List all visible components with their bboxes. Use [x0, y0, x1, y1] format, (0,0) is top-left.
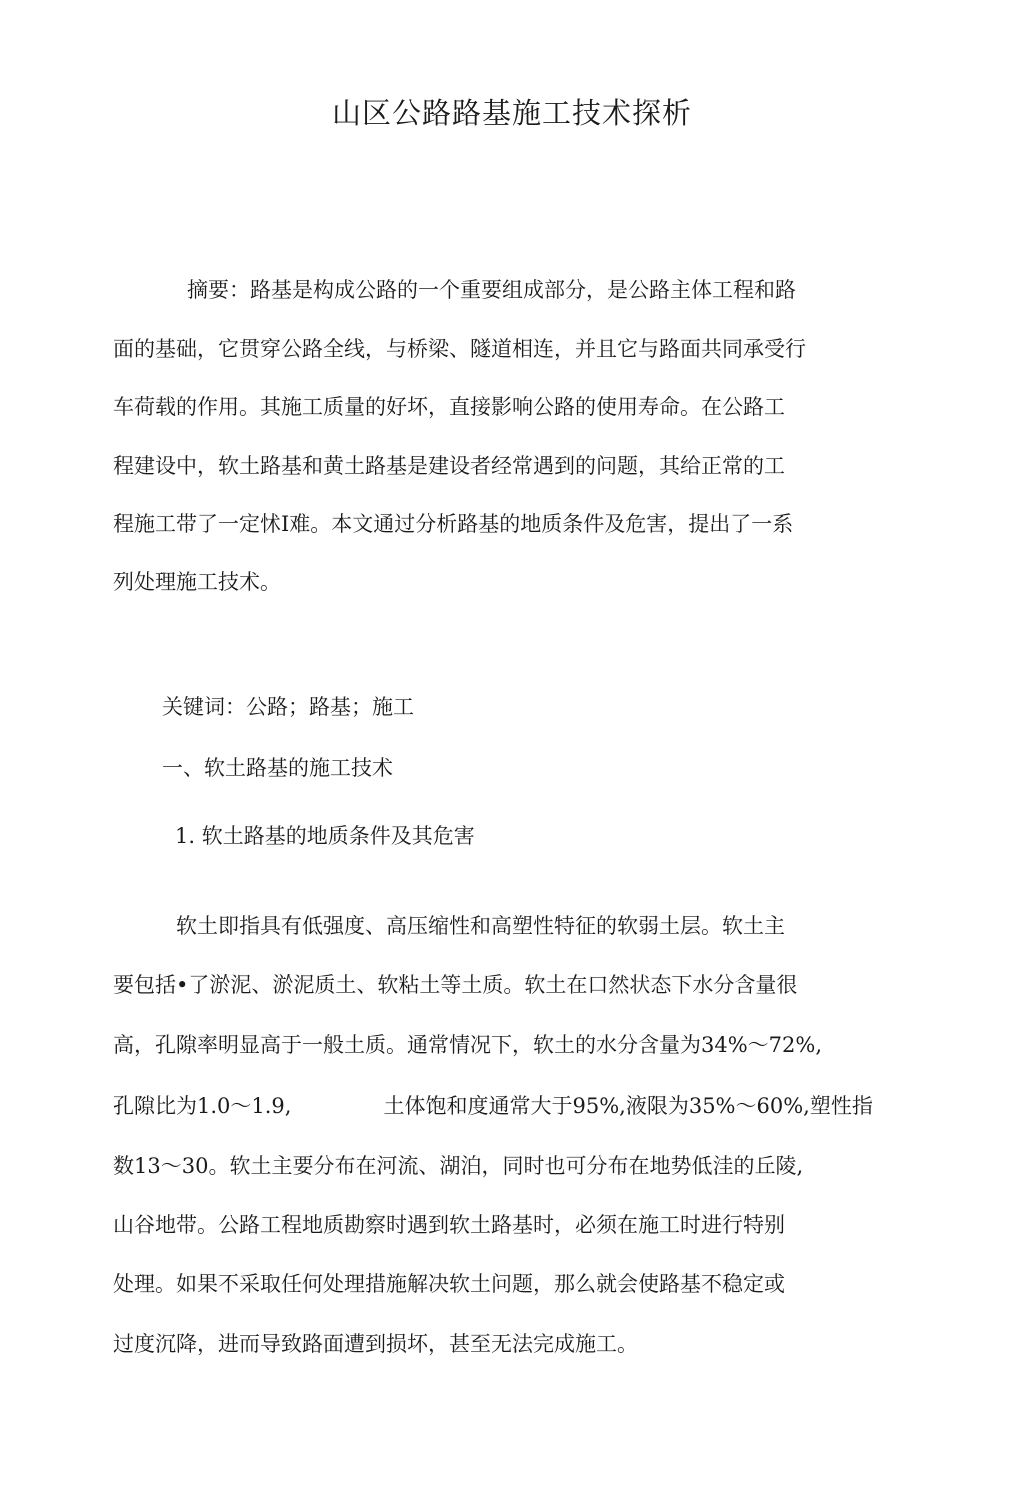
body-line-3: 高，孔隙率明显高于一般土质。通常情况下，软土的水分含量为34%～72%, [113, 1033, 823, 1057]
body-line-7: 处理。如果不采取任何处理措施解决软土问题，那么就会使路基不稳定或 [113, 1272, 785, 1296]
body-line-4-part-a: 孔隙比为1.0～1.9, [113, 1094, 292, 1118]
body-line-5: 数13～30。软土主要分布在河流、湖泊，同时也可分布在地势低洼的丘陵, [113, 1154, 804, 1178]
body-line-8: 过度沉降，进而导致路面遭到损坏，甚至无法完成施工。 [113, 1332, 638, 1356]
subsection-heading: 1. 软土路基的地质条件及其危害 [175, 824, 475, 848]
body-line-1: 软土即指具有低强度、高压缩性和高塑性特征的软弱土层。软土主 [176, 914, 785, 938]
abstract-line-6: 列处理施工技术。 [113, 570, 281, 594]
abstract-line-1: 摘要：路基是构成公路的一个重要组成部分，是公路主体工程和路 [187, 278, 796, 302]
body-line-4-part-b: 土体饱和度通常大于95%,液限为35%～60%,塑性指 [383, 1094, 873, 1118]
page-title: 山区公路路基施工技术探析 [331, 96, 692, 130]
abstract-line-5: 程施工带了一定怵I难。本文通过分析路基的地质条件及危害，提出了一系 [113, 512, 794, 536]
body-line-2: 要包括•了淤泥、淤泥质土、软粘土等土质。软土在口然状态下水分含量很 [113, 973, 798, 997]
abstract-line-2: 面的基础，它贯穿公路全线，与桥梁、隧道相连，并且它与路面共同承受行 [113, 337, 806, 361]
abstract-line-3: 车荷载的作用。其施工质量的好坏，直接影响公路的使用寿命。在公路工 [113, 395, 785, 419]
abstract-line-4: 程建设中，软土路基和黄土路基是建设者经常遇到的问题，其给正常的工 [113, 454, 785, 478]
section-heading: 一、软土路基的施工技术 [162, 756, 393, 780]
body-line-6: 山谷地带。公路工程地质勘察时遇到软土路基时，必须在施工时进行特别 [113, 1213, 785, 1237]
keywords: 关键词：公路；路基；施工 [162, 695, 414, 719]
body-line-4 [113, 1092, 873, 1120]
